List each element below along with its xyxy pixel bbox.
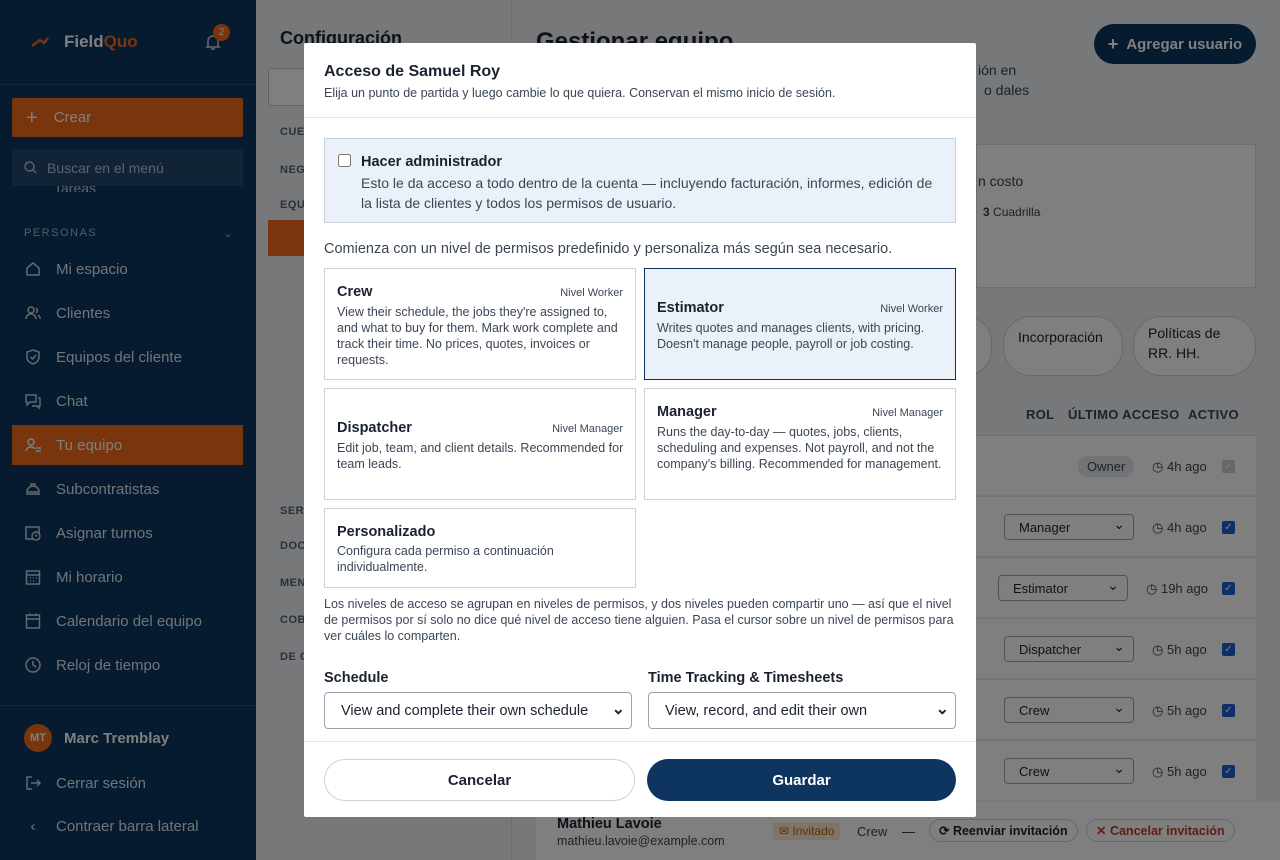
admin-title: Hacer administrador — [361, 154, 503, 170]
schedule-label: Schedule — [324, 670, 389, 686]
preset-description: View their schedule, the jobs they're assigned to, and what to buy for them. Mark work complete and track their time. No prices, quotes, invoices or requests. — [337, 305, 618, 367]
modal-footer — [304, 741, 976, 817]
preset-intro: Comienza con un nivel de permisos predefinido y personaliza más según sea necesario. — [324, 241, 893, 257]
preset-description: Configura cada permiso a continuación individualmente. — [337, 544, 554, 574]
preset-title: Dispatcher — [337, 420, 412, 436]
preset-description: Runs the day-to-day — quotes, jobs, clients, scheduling and expenses. Not payroll, and not the company's billing. Recommended for management. — [657, 425, 942, 471]
preset-title: Crew — [337, 284, 373, 300]
time-tracking-select[interactable]: View, record, and edit their own ⌄ — [648, 692, 956, 729]
preset-title: Manager — [657, 404, 717, 420]
preset-title: Personalizado — [337, 524, 436, 540]
schedule-select[interactable]: View and complete their own schedule ⌄ — [324, 692, 632, 729]
modal-subtitle: Elija un punto de partida y luego cambie lo que quiera. Conservan el mismo inicio de sesión. — [324, 86, 836, 100]
preset-level: Nivel Worker — [560, 287, 623, 299]
preset-card-manager[interactable] — [644, 388, 956, 500]
preset-card-dispatcher[interactable] — [324, 388, 636, 500]
cancel-button[interactable]: Cancelar — [324, 759, 635, 801]
modal-header — [304, 43, 976, 118]
preset-level: Nivel Manager — [872, 407, 943, 419]
preset-title: Estimator — [657, 300, 724, 316]
admin-option[interactable] — [324, 138, 956, 223]
preset-card-custom[interactable] — [324, 508, 636, 588]
admin-checkbox[interactable] — [338, 154, 351, 167]
admin-description: Esto le da acceso a todo dentro de la cuenta — incluyendo facturación, informes, edición de la lista de clientes y todos los permisos de usuario. — [361, 175, 933, 211]
modal-title: Acceso de Samuel Roy — [324, 63, 501, 80]
preset-card-estimator[interactable] — [644, 268, 956, 380]
preset-level: Nivel Worker — [880, 303, 943, 315]
preset-card-crew[interactable] — [324, 268, 636, 380]
preset-description: Edit job, team, and client details. Recommended for team leads. — [337, 441, 624, 471]
preset-description: Writes quotes and manages clients, with pricing. Doesn't manage people, payroll or job costing. — [657, 321, 925, 351]
preset-level: Nivel Manager — [552, 423, 623, 435]
permissions-note: Los niveles de acceso se agrupan en niveles de permisos, y dos niveles pueden compartir uno — así que el nivel de permisos por sí solo no dice qué nivel de acceso tiene alguien. Pasa el cursor sobre un nivel de permisos para ver cuáles lo comparten. — [324, 597, 954, 643]
save-button[interactable]: Guardar — [647, 759, 956, 801]
time-tracking-label: Time Tracking & Timesheets — [648, 670, 844, 686]
access-modal — [304, 43, 976, 817]
